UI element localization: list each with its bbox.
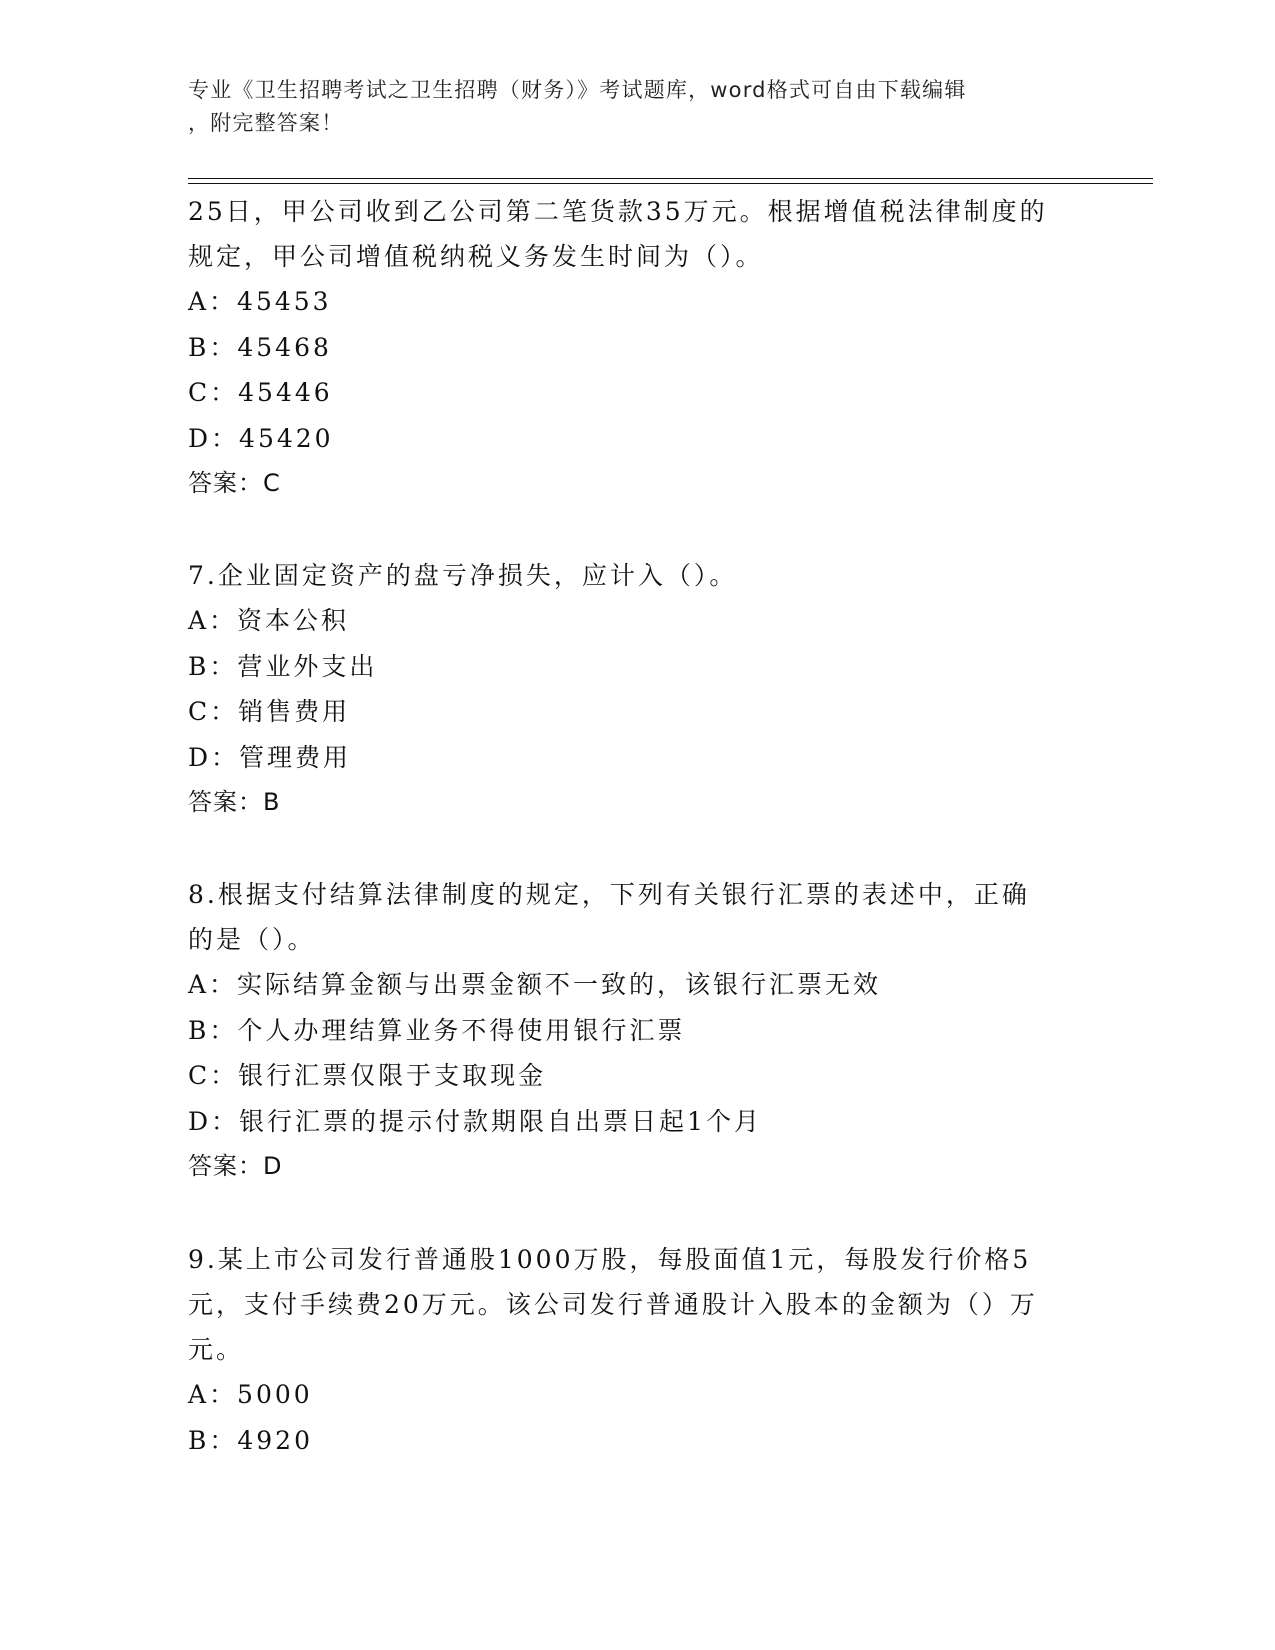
question-block <box>188 553 1088 825</box>
option-d: D：银行汇票的提示付款期限自出票日起1个月 <box>188 1106 762 1136</box>
stem-line: 元。 <box>188 1335 245 1364</box>
option-a: A：5000 <box>188 1380 313 1409</box>
option-d: D：45420 <box>188 423 334 453</box>
question-stem <box>188 872 1088 962</box>
header-divider <box>188 178 1153 179</box>
option-b: B：营业外支出 <box>188 651 378 681</box>
option-c: C：银行汇票仅限于支取现金 <box>188 1061 547 1090</box>
answer-line: 答案：C <box>188 469 281 497</box>
question-block <box>188 1237 1088 1463</box>
option-a: A：45453 <box>188 287 332 316</box>
answer-line: 答案：B <box>188 788 281 816</box>
option-b: B：个人办理结算业务不得使用银行汇票 <box>188 1015 686 1045</box>
header-line: 专业《卫生招聘考试之卫生招聘（财务）》考试题库，word格式可自由下载编辑 <box>188 78 967 102</box>
option-c: C：45446 <box>188 378 333 407</box>
answer-line: 答案：D <box>188 1152 283 1180</box>
option-d: D：管理费用 <box>188 742 352 772</box>
question-stem <box>188 1237 1088 1372</box>
option-a: A：实际结算金额与出票金额不一致的，该银行汇票无效 <box>188 970 882 999</box>
option-b: B：45468 <box>188 332 332 362</box>
header-line: ，附完整答案！ <box>188 111 344 135</box>
question-block <box>188 872 1088 1189</box>
stem-line: 规定，甲公司增值税纳税义务发生时间为（）。 <box>188 242 764 271</box>
question-stem <box>188 189 1088 279</box>
stem-line: 元，支付手续费20万元。该公司发行普通股计入股本的金额为（）万 <box>188 1290 1038 1319</box>
document-header <box>188 74 1088 140</box>
stem-line: 9.某上市公司发行普通股1000万股，每股面值1元，每股发行价格5 <box>188 1245 1032 1274</box>
question-block <box>188 189 1088 506</box>
stem-line: 8.根据支付结算法律制度的规定，下列有关银行汇票的表述中，正确 <box>188 880 1030 909</box>
option-c: C：销售费用 <box>188 697 351 726</box>
option-b: B：4920 <box>188 1425 313 1455</box>
header-divider <box>188 183 1153 184</box>
option-a: A：资本公积 <box>188 606 350 635</box>
stem-line: 25日，甲公司收到乙公司第二笔货款35万元。根据增值税法律制度的 <box>188 197 1048 226</box>
stem-line: 的是（）。 <box>188 925 316 954</box>
question-stem <box>188 553 1088 598</box>
stem-line: 7.企业固定资产的盘亏净损失，应计入（）。 <box>188 561 738 590</box>
